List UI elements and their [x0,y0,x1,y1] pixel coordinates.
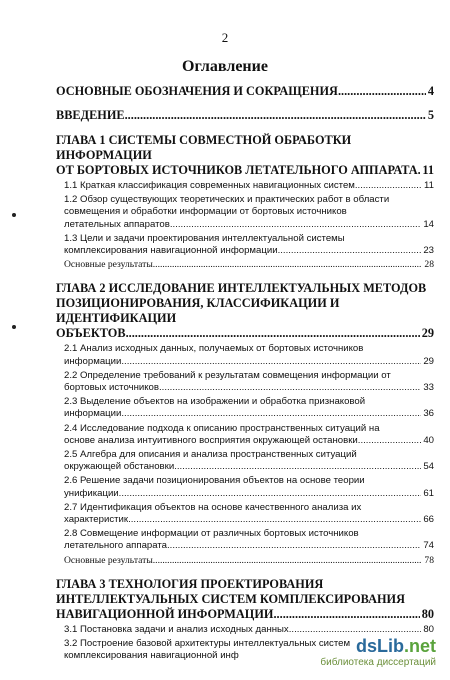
leader-dots [273,607,419,622]
toc-entry-text: ГЛАВА 3 ТЕХНОЛОГИЯ ПРОЕКТИРОВАНИЯ [56,576,324,591]
toc-page-number: 61 [423,487,434,499]
toc-entry-text: 1.3 Цели и задачи проектирования интеллектуальной системы [64,232,345,244]
toc-entry-text: ГЛАВА 2 ИССЛЕДОВАНИЕ ИНТЕЛЛЕКТУАЛЬНЫХ МЕТОДОВ [56,281,427,296]
toc-entry[interactable] [56,343,434,367]
leader-dots [167,540,421,552]
toc-entry-text: 1.2 Обзор существующих теоретических и практических работ в области [64,194,390,206]
toc-page-number: 23 [423,245,434,257]
toc-entry-text: летательного аппарата [64,540,167,552]
toc-entry[interactable] [56,423,434,447]
toc-entry-text: 2.7 Идентификация объектов на основе качественного анализа их [64,501,362,513]
toc-entry-text: 2.1 Анализ исходных данных, получаемых от бортовых источников [64,343,364,355]
toc-page-number: 28 [424,259,434,271]
toc-page-number: 29 [421,326,434,341]
leader-dots [338,84,426,99]
toc-page-number: 36 [423,408,434,420]
toc-page-number: 80 [423,623,434,635]
toc-entry-text: 3.2 Построение базовой архитектуры интеллектуальных систем [64,638,351,650]
toc-entry[interactable] [56,370,434,394]
toc-entry-text: ГЛАВА 1 СИСТЕМЫ СОВМЕСТНОЙ ОБРАБОТКИ ИНФОРМАЦИИ [56,133,352,162]
watermark-logo [320,636,436,657]
toc-entry-text: ОТ БОРТОВЫХ ИСТОЧНИКОВ ЛЕТАТЕЛЬНОГО АППАРАТА [56,163,418,177]
leader-dots [125,108,426,123]
toc-entry-text: 2.5 Алгебра для описания и анализа пространственных ситуаций [64,449,357,461]
page-number: 2 [221,30,229,45]
toc-entry[interactable] [56,180,434,192]
toc-entry-text: Основные результаты [64,259,153,271]
toc-entry[interactable] [56,108,434,123]
toc-page-number: 74 [423,540,434,552]
toc-entry[interactable] [56,577,434,622]
leader-dots [159,382,421,394]
toc-page-number: 33 [423,382,434,394]
toc-page-number: 11 [424,180,434,191]
toc-page-number: 14 [423,218,434,230]
toc-entry-text: информации [64,408,122,420]
scan-dot-mark [12,325,16,329]
leader-dots [119,488,422,500]
toc-entry[interactable] [56,281,434,341]
toc-entry-text: ВВЕДЕНИЕ [56,108,125,122]
toc-entry[interactable] [56,624,434,636]
toc-page-number: 78 [424,554,434,566]
leader-dots [126,326,420,341]
toc-entry-text: комплексирования навигационной инф [64,650,239,662]
toc-entry-text: ОБЪЕКТОВ [56,326,126,341]
watermark-logo-main: dsLib [355,636,404,656]
toc-entry-text: унификации [64,487,119,499]
toc-entry-text: НАВИГАЦИОННОЙ ИНФОРМАЦИИ [56,606,274,621]
toc-entry-text: 2.3 Выделение объектов на изображении и обработка признаковой [64,396,366,408]
toc-entry[interactable] [56,555,434,567]
leader-dots [278,245,422,257]
toc-entry[interactable] [56,194,434,231]
watermark-logo-tail: .net [403,636,436,656]
toc-entry-text: характеристик [64,514,129,526]
toc-entry-text: ПОЗИЦИОНИРОВАНИЯ, КЛАССИФИКАЦИИ И ИДЕНТИФИКАЦИИ [56,296,340,326]
toc-entry-text: основе анализа интуитивного восприятия окружающей остановки [64,434,358,446]
toc-entry[interactable] [56,233,434,257]
toc-entry[interactable] [56,84,434,99]
toc-page-number: 4 [427,84,434,98]
leader-dots [170,219,422,231]
toc-entry-text: бортовых источников [64,382,159,394]
leader-dots [355,180,422,192]
scan-dot-mark [12,213,16,217]
toc-page-number: 54 [423,461,434,473]
leader-dots [174,461,421,473]
toc-entry-text: 1.1 Краткая классификация современных навигационных систем [64,180,355,191]
table-of-contents [56,84,434,662]
toc-entry[interactable] [56,528,434,552]
toc-entry-text: информации [64,355,122,367]
toc-entry-text: 2.6 Решение задачи позиционирования объектов на основе теории [64,475,365,487]
watermark [320,636,436,668]
toc-entry-text: ИНТЕЛЛЕКТУАЛЬНЫХ СИСТЕМ КОМПЛЕКСИРОВАНИЯ [56,591,405,606]
leader-dots [121,356,421,368]
toc-entry-text: 2.4 Исследование подхода к описанию пространственных ситуаций на [64,422,380,434]
toc-entry-text: летательных аппаратов [64,218,170,230]
watermark-subtitle: библиотека диссертаций [320,657,436,668]
leader-dots [153,555,423,567]
toc-entry-text: ОСНОВНЫЕ ОБОЗНАЧЕНИЯ И СОКРАЩЕНИЯ [56,84,338,98]
toc-page-number: 11 [422,163,434,177]
toc-entry-text: совмещения и обработки информации от бортовых источников [64,206,347,218]
toc-page-number: 40 [423,434,434,446]
toc-page-number: 29 [423,355,434,367]
leader-dots [121,408,421,420]
toc-page-number: 80 [421,606,434,621]
toc-entry-text: 2.8 Совмещение информации от различных бортовых источников [64,528,359,540]
toc-entry-text: 2.2 Определение требований к результатам совмещения информации от [64,369,391,381]
toc-page-number: 66 [423,514,434,526]
toc-entry[interactable] [56,449,434,473]
toc-entry[interactable] [56,133,434,178]
toc-entry-text: 3.1 Постановка задачи и анализ исходных данных [64,623,289,635]
leader-dots [358,435,422,447]
toc-page-number: 5 [427,108,434,122]
leader-dots [289,624,422,636]
toc-entry[interactable] [56,502,434,526]
toc-entry-text: Основные результаты [64,554,153,566]
toc-entry[interactable] [56,396,434,420]
toc-entry-text: окружающей обстановки [64,461,175,473]
toc-entry[interactable] [56,259,434,271]
toc-entry-text: комплексирования навигационной информации [64,245,278,257]
toc-entry[interactable] [56,475,434,499]
page-title: Оглавление [182,58,268,75]
leader-dots [153,259,423,271]
leader-dots [128,514,421,526]
